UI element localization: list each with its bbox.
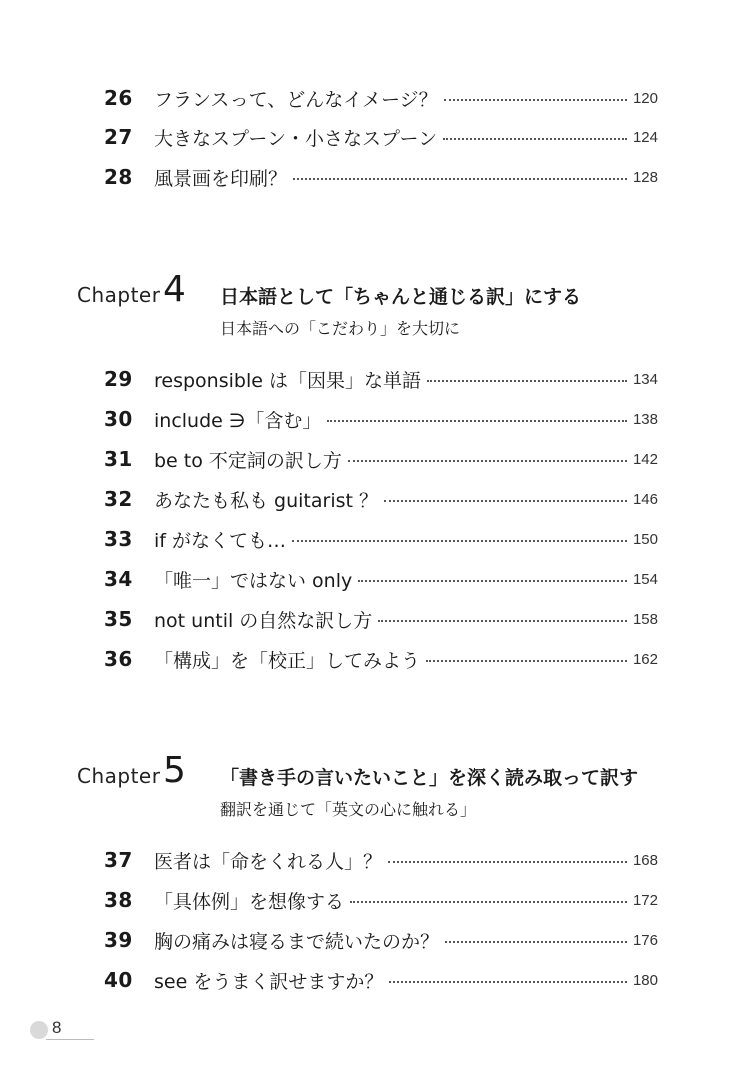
dot-leader: [292, 540, 627, 542]
entry-title: 大きなスプーン・小さなスプーン: [154, 127, 438, 150]
entry-number: 32: [104, 487, 133, 511]
entry-title: フランスって、どんなイメージ？: [154, 88, 438, 111]
toc-entry[interactable]: [104, 925, 658, 955]
entry-page: 138: [632, 410, 658, 428]
entry-title: be to 不定詞の訳し方: [154, 449, 342, 472]
entry-title: see をうまく訳せますか？: [154, 970, 384, 993]
chapter-number: 4: [163, 269, 186, 310]
entry-title: 胸の痛みは寝るまで続いたのか？: [154, 930, 440, 953]
chapter-number: 5: [163, 750, 186, 791]
entry-number: 38: [104, 888, 133, 912]
entry-page: 120: [632, 89, 658, 107]
chapter-label: Chapter: [77, 283, 161, 307]
entry-number: 28: [104, 165, 133, 189]
entry-page: 134: [632, 370, 658, 388]
entry-title: 風景画を印刷？: [154, 167, 288, 190]
toc-entry[interactable]: [104, 644, 658, 674]
dot-leader: [427, 380, 627, 382]
dot-leader: [444, 99, 627, 101]
dot-leader: [445, 941, 627, 943]
toc-entry[interactable]: [104, 83, 658, 113]
entry-number: 30: [104, 407, 133, 431]
dot-leader: [327, 420, 627, 422]
dot-leader: [378, 620, 627, 622]
entry-title: if がなくても…: [154, 529, 287, 552]
dot-leader: [358, 580, 627, 582]
toc-entry[interactable]: [104, 564, 658, 594]
entry-page: 150: [632, 530, 658, 548]
entry-page: 154: [632, 570, 658, 588]
page-marker-circle: [30, 1021, 48, 1039]
entry-title: responsible は「因果」な単語: [154, 369, 421, 392]
dot-leader: [443, 138, 627, 140]
toc-entry[interactable]: [104, 444, 658, 474]
entry-title: あなたも私も guitarist ？: [154, 489, 378, 512]
entry-number: 39: [104, 928, 133, 952]
entry-page: 162: [632, 650, 658, 668]
entry-number: 27: [104, 125, 133, 149]
dot-leader: [388, 861, 627, 863]
toc-entry[interactable]: [104, 524, 658, 554]
entry-number: 40: [104, 968, 133, 992]
toc-entry[interactable]: [104, 604, 658, 634]
entry-number: 29: [104, 367, 133, 391]
entry-page: 180: [632, 971, 658, 989]
entry-number: 26: [104, 86, 133, 110]
entry-page: 142: [632, 450, 658, 468]
entry-page: 146: [632, 490, 658, 508]
page-number: 8: [52, 1018, 62, 1037]
entry-page: 124: [632, 128, 658, 146]
entry-title: 「構成」を「校正」してみよう: [154, 649, 421, 672]
entry-page: 176: [632, 931, 658, 949]
toc-entry[interactable]: [104, 484, 658, 514]
entry-page: 128: [632, 168, 658, 186]
entry-number: 34: [104, 567, 133, 591]
entry-number: 37: [104, 848, 133, 872]
toc-entry[interactable]: [104, 404, 658, 434]
toc-entry[interactable]: [104, 122, 658, 152]
entry-page: 168: [632, 851, 658, 869]
page-footer: [30, 1018, 70, 1042]
chapter-subtitle: 翻訳を通じて「英文の心に触れる」: [220, 800, 477, 819]
toc-entry[interactable]: [104, 965, 658, 995]
chapter-title: 「書き手の言いたいこと」を深く読み取って訳す: [220, 767, 639, 789]
entry-title: not until の自然な訳し方: [154, 609, 373, 632]
entry-page: 172: [632, 891, 658, 909]
dot-leader: [293, 178, 627, 180]
dot-leader: [350, 901, 627, 903]
chapter-5-header[interactable]: [77, 750, 677, 826]
entry-title: 「唯一」ではない only: [154, 569, 353, 592]
entry-title: 「具体例」を想像する: [154, 890, 345, 913]
entry-number: 33: [104, 527, 133, 551]
entry-number: 36: [104, 647, 133, 671]
entry-title: include ∋「含む」: [154, 409, 322, 432]
chapter-title: 日本語として「ちゃんと通じる訳」にする: [220, 286, 582, 308]
dot-leader: [348, 460, 627, 462]
entry-title: 医者は「命をくれる人」？: [154, 850, 383, 873]
toc-entry[interactable]: [104, 845, 658, 875]
chapter-label: Chapter: [77, 764, 161, 788]
footer-rule: [46, 1039, 94, 1040]
dot-leader: [384, 500, 627, 502]
dot-leader: [389, 981, 627, 983]
entry-number: 35: [104, 607, 133, 631]
chapter-4-header[interactable]: [77, 269, 677, 345]
dot-leader: [426, 660, 627, 662]
toc-entry[interactable]: [104, 885, 658, 915]
toc-entry[interactable]: [104, 162, 658, 192]
chapter-subtitle: 日本語への「こだわり」を大切に: [220, 319, 461, 338]
entry-page: 158: [632, 610, 658, 628]
toc-entry[interactable]: [104, 364, 658, 394]
entry-number: 31: [104, 447, 133, 471]
